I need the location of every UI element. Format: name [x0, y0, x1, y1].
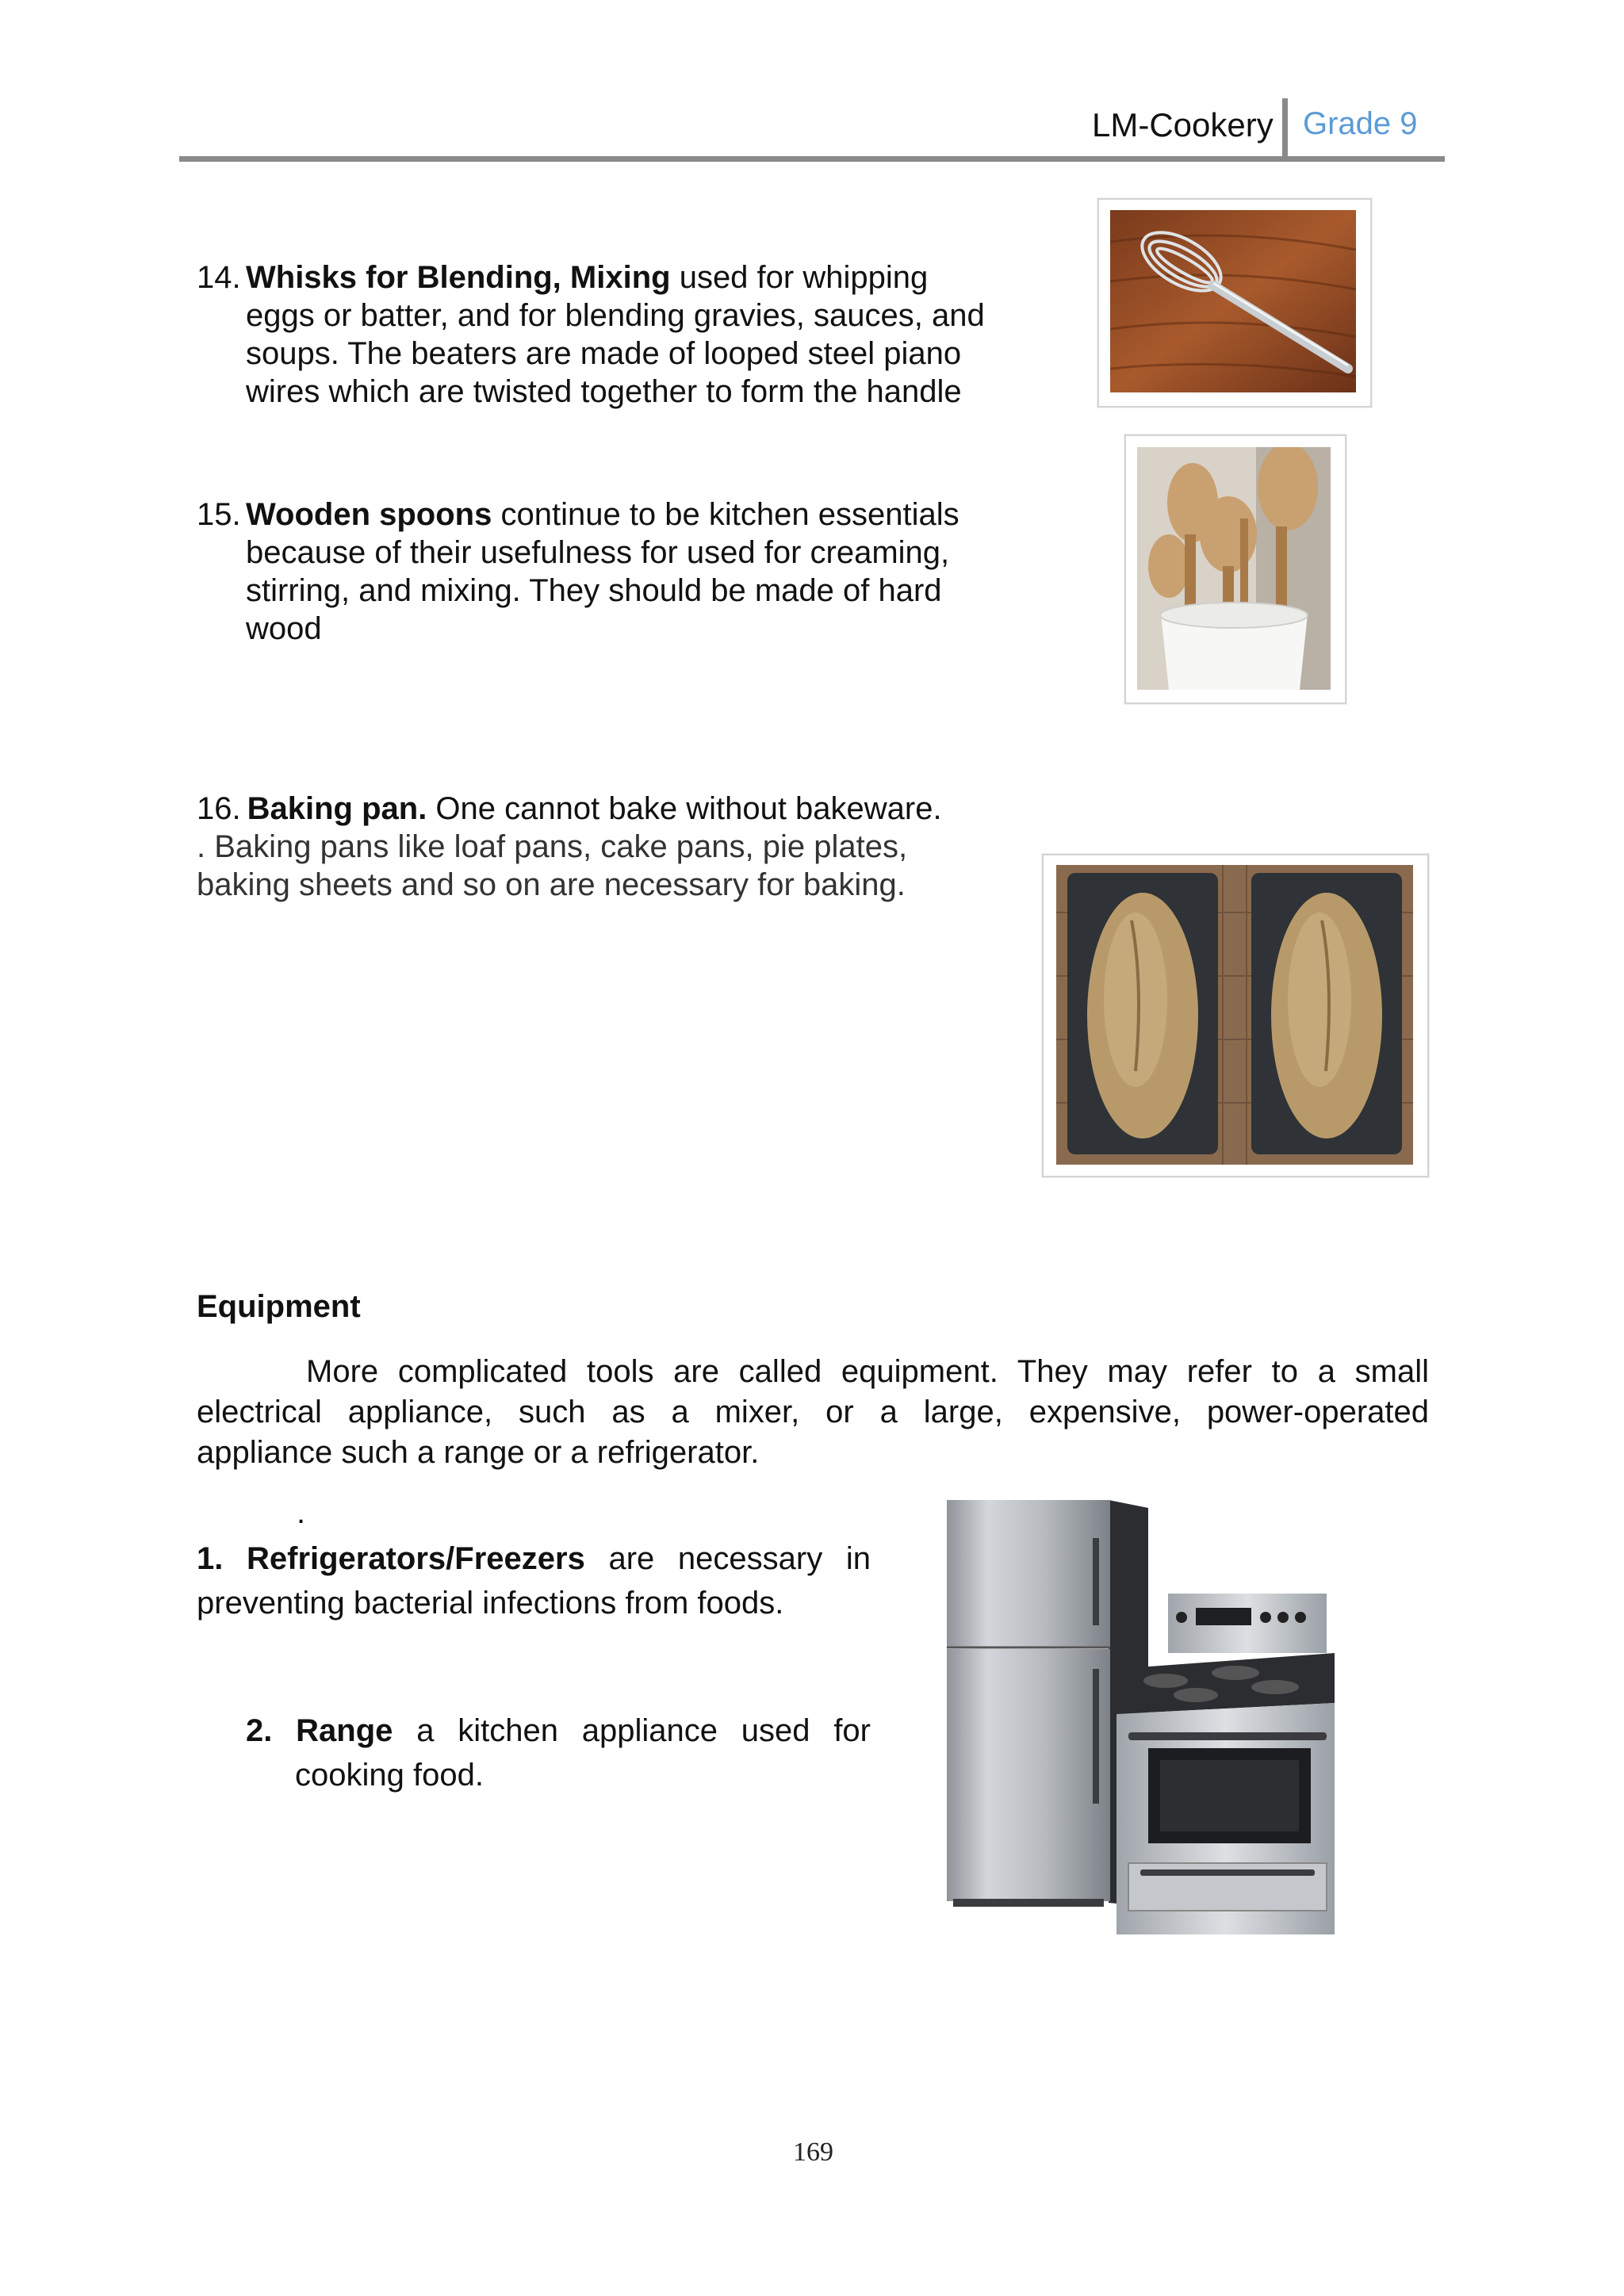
tool-item-whisk: [197, 258, 1069, 417]
item-line: eggs or batter, and for blending gravies, sauces, and: [246, 298, 985, 333]
item-line: wood: [246, 611, 322, 646]
tool-item-baking-pan: [197, 790, 1069, 916]
whisk-image-frame: [1097, 198, 1372, 408]
header-grade: Grade 9: [1303, 106, 1418, 141]
baking-pans-image-frame: [1042, 854, 1429, 1177]
item-title: Whisks for Blending, Mixing: [246, 260, 671, 295]
item-line: baking sheets and so on are necessary for baking.: [197, 867, 906, 902]
header-title: LM-Cookery: [1092, 106, 1274, 144]
item-title: Baking pan.: [247, 791, 427, 826]
item-number: 15.: [197, 497, 241, 532]
item-line: . Baking pans like loaf pans, cake pans, pie plates,: [197, 829, 908, 864]
tool-item-wooden-spoons: [197, 496, 1069, 654]
header-divider: [1282, 98, 1288, 159]
header-rule: [179, 156, 1445, 162]
paragraph-line: appliance such a range or a refrigerator.: [197, 1435, 760, 1470]
equipment-item-text: a kitchen appliance used for: [416, 1713, 871, 1748]
baking-pans-photo: [1056, 865, 1413, 1165]
item-number: 16.: [197, 791, 241, 826]
stray-dot: .: [297, 1495, 306, 1530]
equipment-item-title: Range: [296, 1713, 393, 1748]
equipment-item-line: [197, 1536, 871, 1581]
item-line: soups. The beaters are made of looped steel piano: [246, 336, 962, 371]
item-line: used for whipping: [670, 260, 929, 295]
equipment-item-refrigerator: [197, 1536, 871, 1625]
equipment-heading: Equipment: [197, 1289, 361, 1324]
item-text: [246, 496, 959, 648]
item-title: Wooden spoons: [246, 497, 492, 532]
equipment-item-number: 2.: [246, 1713, 273, 1748]
item-line: continue to be kitchen essentials: [492, 497, 959, 532]
equipment-item-title: Refrigerators/Freezers: [246, 1541, 585, 1576]
paragraph-line: electrical appliance, such as a mixer, or a large, expensive, power-operated: [197, 1395, 1429, 1429]
equipment-item-text: are necessary in: [608, 1541, 871, 1576]
equipment-item-number: 1.: [197, 1541, 224, 1576]
wooden-spoons-photo: [1137, 447, 1331, 690]
item-line: stirring, and mixing. They should be made of hard: [246, 573, 942, 608]
equipment-item-line: cooking food.: [295, 1758, 484, 1793]
wooden-spoons-image-frame: [1124, 434, 1346, 704]
equipment-item-line: [246, 1709, 871, 1753]
refrigerator-and-range-photo: [934, 1490, 1410, 1950]
item-line: wires which are twisted together to form the handle: [246, 374, 962, 409]
item-number: 14.: [197, 260, 241, 295]
item-line: One cannot bake without bakeware.: [427, 791, 942, 826]
paragraph-line: More complicated tools are called equipment. They may refer to a small: [306, 1354, 1429, 1389]
whisk-photo: [1110, 210, 1356, 392]
item-text: [246, 258, 985, 411]
equipment-item-range: [246, 1709, 871, 1797]
item-line: because of their usefulness for used for creaming,: [246, 535, 950, 570]
range-icon: [1116, 1594, 1335, 1934]
page-number: 169: [793, 2137, 833, 2167]
equipment-item-line: preventing bacterial infections from foods.: [197, 1586, 784, 1621]
equipment-paragraph: [197, 1352, 1429, 1473]
